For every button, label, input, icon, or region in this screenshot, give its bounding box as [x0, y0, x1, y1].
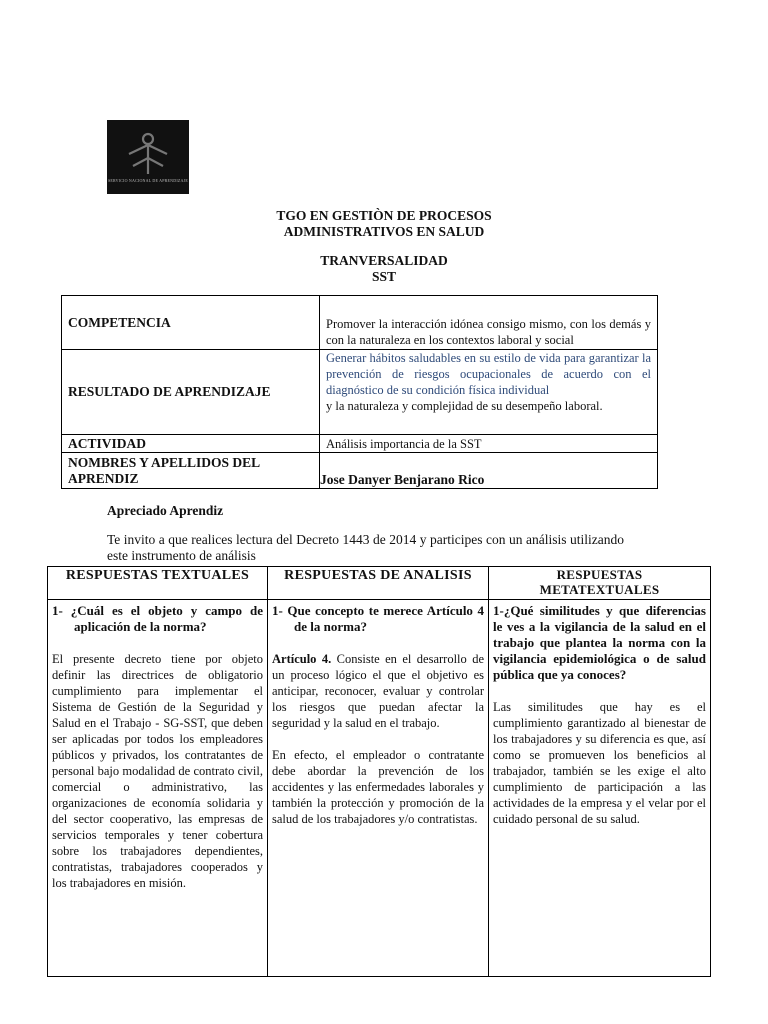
- metatextuales-answer: Las similitudes que hay es el cumplimiento garantizado al bienestar de los trabajadores y su diferencia es que, así como se promueven los beneficios al trabajador, también se les exige el alto cumplimiento de participación a las actividades de la empresa y el velar por el cuidado personal de su salud.: [493, 700, 706, 826]
- info-table: [61, 295, 658, 489]
- resultado-value-continued: y la naturaleza y complejidad de su desempeño laboral.: [326, 399, 603, 413]
- logo-caption: SERVICIO NACIONAL DE APRENDIZAJE: [107, 177, 189, 183]
- nombres-cell: [320, 453, 658, 489]
- sena-logo-icon: [125, 132, 171, 176]
- analysis-header-row: [48, 567, 711, 600]
- analisis-answer-1: [272, 651, 484, 731]
- sena-logo: [107, 120, 189, 194]
- intro-text: Te invito a que realices lectura del Decreto 1443 de 2014 y participes con un análisis utilizando este instrumento de análisis: [107, 532, 624, 563]
- analysis-body-row: [48, 600, 711, 977]
- textuales-cell: [48, 600, 268, 977]
- metatextuales-cell: [489, 600, 711, 977]
- analisis-answer-2: En efecto, el empleador o contratante debe abordar la prevención de los accidentes y las enfermedades laborales y también la protección y promoción de la salud de los trabajadores y/o contratistas.: [272, 748, 484, 826]
- resultado-cell: [320, 350, 658, 435]
- nombres-label: NOMBRES Y APELLIDOS DEL APRENDIZ: [62, 453, 320, 489]
- actividad-value: Análisis importancia de la SST: [320, 435, 658, 453]
- header-analisis: RESPUESTAS DE ANALISIS: [268, 567, 489, 600]
- resultado-label: RESULTADO DE APRENDIZAJE: [62, 350, 320, 435]
- textuales-question: 1- ¿Cuál es el objeto y campo de aplicación de la norma?: [52, 603, 263, 634]
- info-row-resultado: [62, 350, 658, 435]
- info-row-actividad: [62, 435, 658, 453]
- analisis-cell: [268, 600, 489, 977]
- header-textuales: RESPUESTAS TEXTUALES: [48, 567, 268, 600]
- info-row-competencia: [62, 296, 658, 350]
- article-label: Artículo 4.: [272, 652, 332, 666]
- metatextuales-question: 1-¿Qué similitudes y que diferencias le ves a la vigilancia de la salud en el trabajo que plantea la norma con la vigilancia epidemiológica o de salud pública que ya conoces?: [493, 603, 706, 682]
- analysis-table: [47, 566, 711, 977]
- resultado-value: Generar hábitos saludables en su estilo de vida para garantizar la prevención de riesgos ocupacionales de acuerdo con el diagnóstico de su condición física individual: [326, 351, 651, 397]
- analisis-question: 1- Que concepto te merece Artículo 4 de la norma?: [272, 603, 484, 634]
- sst-title: SST: [371, 269, 397, 284]
- student-name: Jose Danyer Benjarano Rico: [320, 472, 485, 487]
- greeting: Apreciado Aprendiz: [107, 503, 224, 518]
- program-title-line1: TGO EN GESTIÒN DE PROCESOS: [276, 208, 492, 223]
- competencia-value: Promover la interacción idónea consigo mismo, con los demás y con la naturaleza en los contextos laboral y social: [320, 296, 658, 350]
- info-row-nombres: [62, 453, 658, 489]
- actividad-label: ACTIVIDAD: [62, 435, 320, 453]
- textuales-answer: El presente decreto tiene por objeto definir las directrices de obligatorio cumplimiento para implementar el Sistema de Gestión de la Seguridad y Salud en el Trabajo - SG-SST, que deben ser aplicadas por todos los empleadores públicos y privados, los contratantes de personal bajo modalidad de contrato civil, comercial o administrativo, las organizaciones de economía solidaria y del sector cooperativo, las empresas de servicios temporales y tener cobertura sobre los trabajadores dependientes, contratistas, trabajadores cooperados y los trabajadores en misión.: [52, 652, 263, 890]
- analisis-answer-1-text: Consiste en el desarrollo de un proceso lógico el que el objetivo es anticipar, reconocer, evaluar y controlar los riesgos que puedan afectar la seguridad y la salud en el trabajo.: [272, 652, 484, 730]
- program-title-line2: ADMINISTRATIVOS EN SALUD: [283, 224, 485, 239]
- header-metatextuales: RESPUESTAS METATEXTUALES: [489, 567, 711, 600]
- transversal-title: TRANVERSALIDAD: [320, 253, 448, 268]
- competencia-label: COMPETENCIA: [62, 296, 320, 350]
